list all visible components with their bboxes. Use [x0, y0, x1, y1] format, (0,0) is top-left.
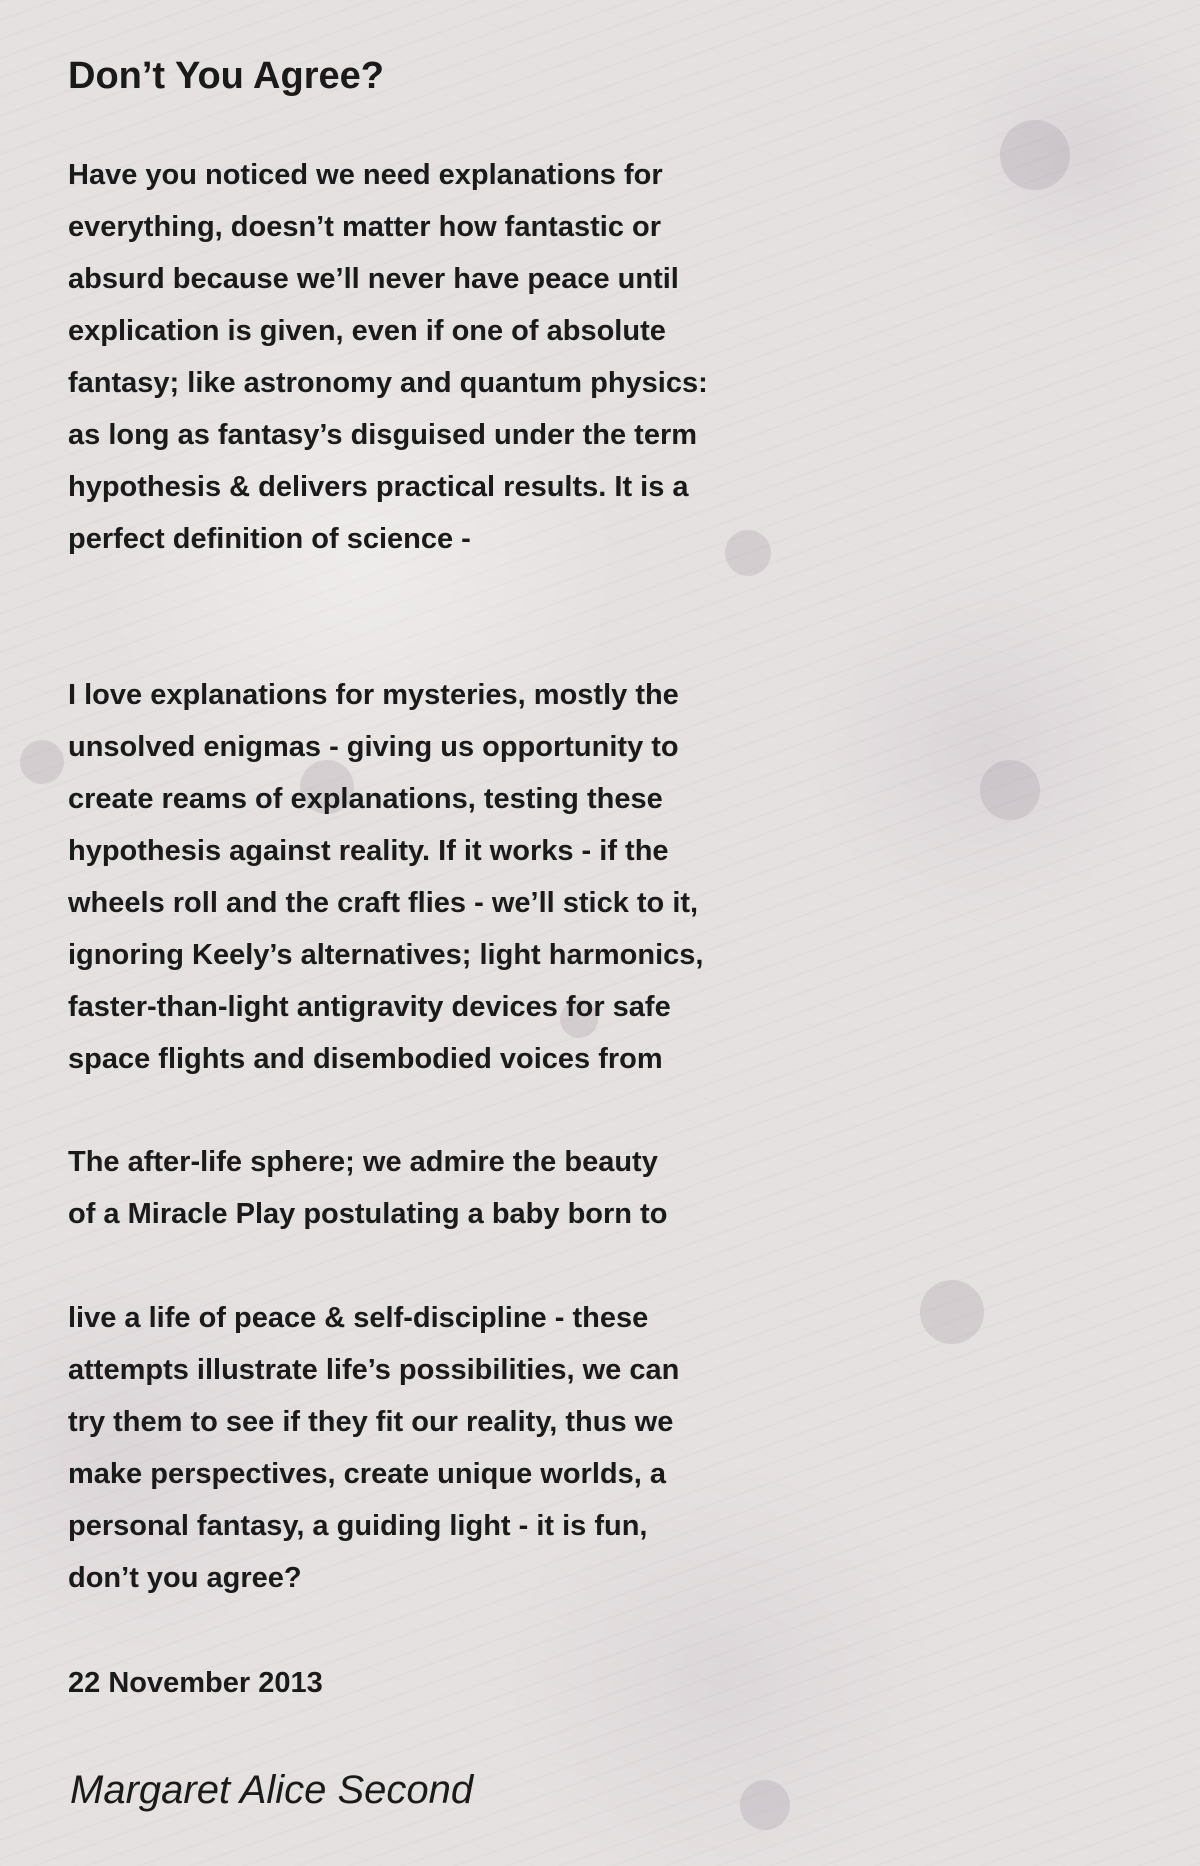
- poem-line: explication is given, even if one of absolute: [68, 315, 666, 347]
- poem-line: ignoring Keely’s alternatives; light harmonics,: [68, 939, 704, 971]
- background-ink-blot: [980, 760, 1040, 820]
- poem-line: of a Miracle Play postulating a baby born to: [68, 1198, 668, 1230]
- poem-line: wheels roll and the craft flies - we’ll stick to it,: [68, 887, 699, 919]
- poem-line: everything, doesn’t matter how fantastic or: [68, 211, 661, 243]
- background-ink-blot: [920, 1280, 984, 1344]
- poem-line: unsolved enigmas - giving us opportunity to: [68, 731, 679, 763]
- poem-line: don’t you agree?: [68, 1562, 302, 1594]
- poem-author: Margaret Alice Second: [70, 1768, 474, 1812]
- poem-line: I love explanations for mysteries, mostly the: [68, 679, 679, 711]
- poem-title: Don’t You Agree?: [68, 55, 384, 97]
- background-ink-blot: [20, 740, 64, 784]
- poem-line: faster-than-light antigravity devices for safe: [68, 991, 671, 1023]
- background-ink-blot: [1000, 120, 1070, 190]
- poem-line: hypothesis & delivers practical results. It is a: [68, 471, 689, 503]
- poem-stanza-2: [68, 669, 703, 1085]
- poem-line: space flights and disembodied voices from: [68, 1043, 663, 1075]
- poem-line: try them to see if they fit our reality, thus we: [68, 1406, 674, 1438]
- poem-stanza-3: [68, 1136, 667, 1240]
- poem-line: hypothesis against reality. If it works - if the: [68, 835, 669, 867]
- poem-stanza-1: [68, 149, 708, 565]
- poem-line: The after-life sphere; we admire the beauty: [68, 1146, 658, 1178]
- poem-line: attempts illustrate life’s possibilities, we can: [68, 1354, 680, 1386]
- poem-line: fantasy; like astronomy and quantum physics:: [68, 367, 708, 399]
- poem-line: absurd because we’ll never have peace until: [68, 263, 679, 295]
- poem-line: perfect definition of science -: [68, 523, 471, 555]
- poem-stanza-4: [68, 1292, 679, 1604]
- poem-line: make perspectives, create unique worlds, a: [68, 1458, 666, 1490]
- poem-line: as long as fantasy’s disguised under the term: [68, 419, 698, 451]
- background-ink-blot: [725, 530, 771, 576]
- background-ink-blot: [740, 1780, 790, 1830]
- poem-line: personal fantasy, a guiding light - it is fun,: [68, 1510, 648, 1542]
- poem-line: Have you noticed we need explanations for: [68, 159, 663, 191]
- poem-line: live a life of peace & self-discipline - these: [68, 1302, 649, 1334]
- poem-line: create reams of explanations, testing these: [68, 783, 663, 815]
- poem-date: 22 November 2013: [68, 1667, 323, 1699]
